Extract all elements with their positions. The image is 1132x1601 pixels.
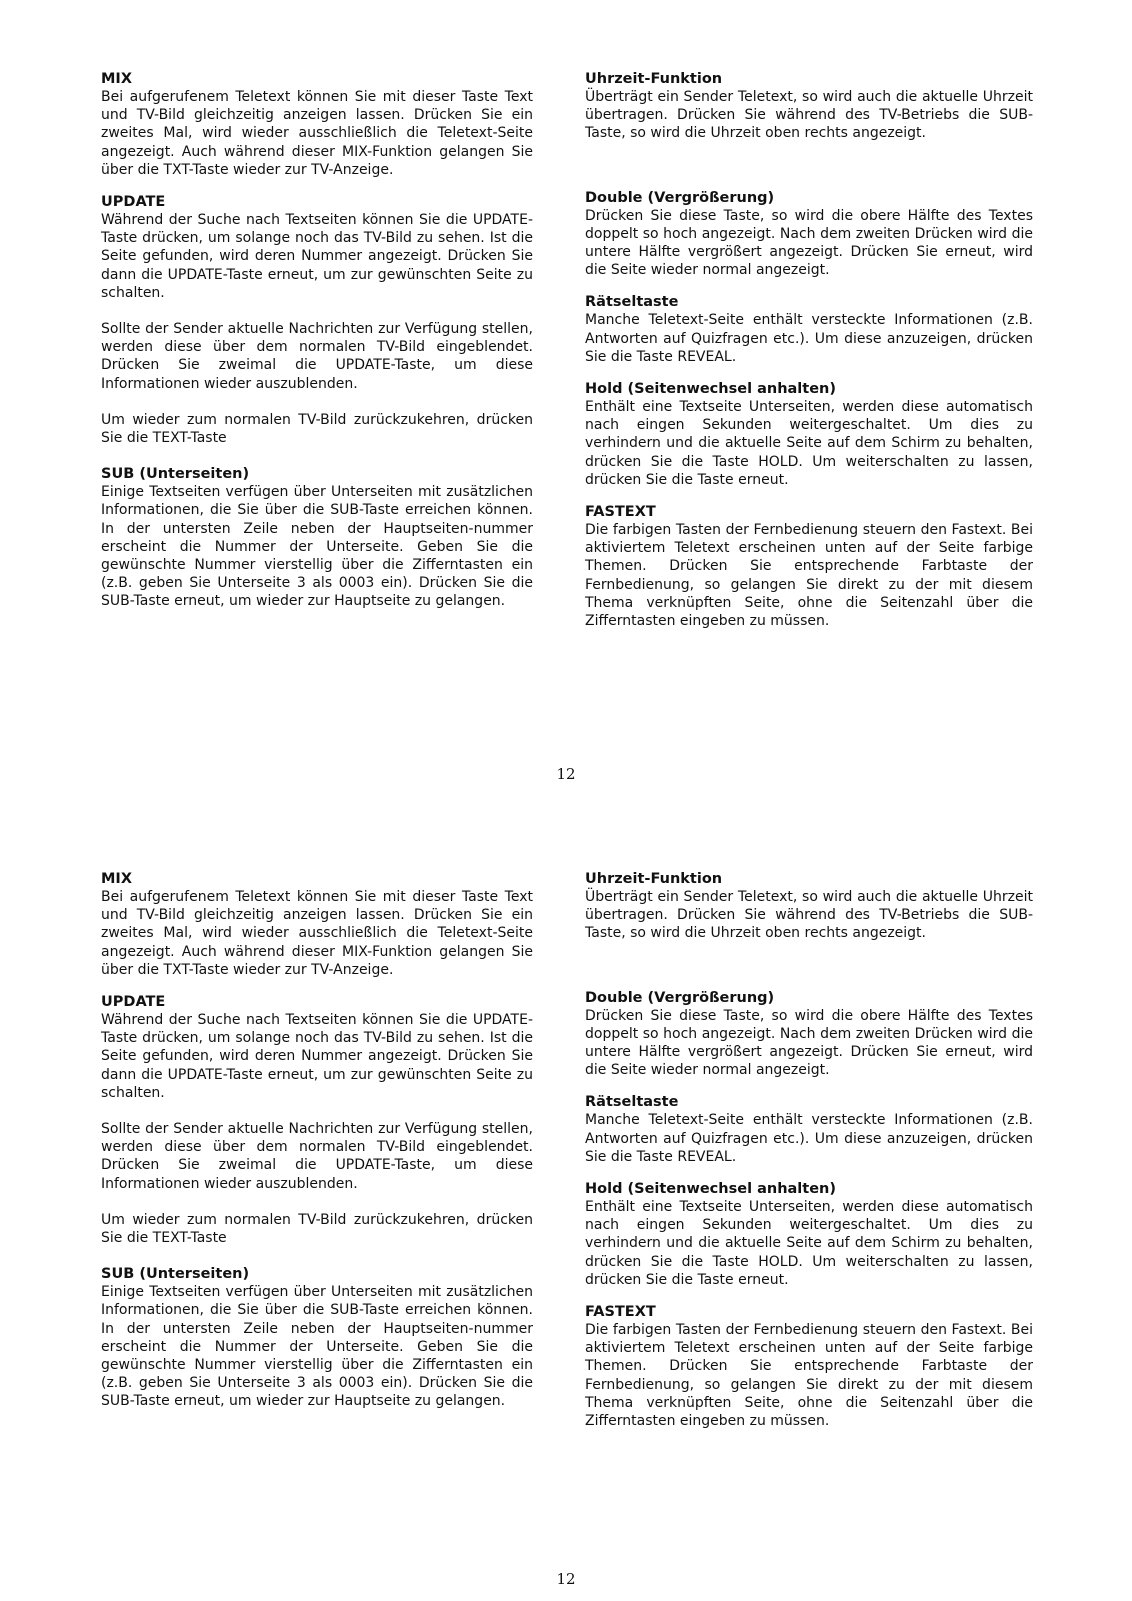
text-update-2: Sollte der Sender aktuelle Nachrichten zur Verfügung stellen, werden diese über dem normalen TV-Bild eingeblendet. Drücken Sie zweimal die UPDATE-Taste, um diese Informationen wieder auszublenden. (101, 321, 533, 392)
text-update-2: Sollte der Sender aktuelle Nachrichten zur Verfügung stellen, werden diese über dem normalen TV-Bild eingeblendet. Drücken Sie zweimal die UPDATE-Taste, um diese Informationen wieder auszublenden. (101, 1121, 533, 1192)
heading-double: Double (Vergrößerung) (585, 189, 775, 206)
section-sub (101, 465, 533, 610)
section-clock (585, 870, 1033, 943)
page-number: 12 (556, 765, 576, 783)
section-double (585, 989, 1033, 1080)
section-mix (101, 70, 533, 179)
text-update-1: Während der Suche nach Textseiten können Sie die UPDATE-Taste drücken, um solange noch das TV-Bild zu sehen. Ist die Seite gefunden, wird deren Nummer angezeigt. Drücken Sie dann die UPDATE-Taste erneut, um zur gewünschten Seite zu schalten. (101, 212, 533, 301)
left-column (101, 70, 533, 611)
heading-hold: Hold (Seitenwechsel anhalten) (585, 381, 836, 398)
text-double: Drücken Sie diese Taste, so wird die obere Hälfte des Textes doppelt so hoch angezeigt. Nach dem zweiten Drücken wird die untere Hälfte vergrößert angezeigt. Drücken Sie erneut, wird die Seite wieder normal angezeigt. (585, 1007, 1033, 1079)
heading-fastext: FASTEXT (585, 504, 656, 521)
heading-mix: MIX (101, 871, 133, 887)
text-update-3: Um wieder zum normalen TV-Bild zurückzukehren, drücken Sie die TEXT-Taste (101, 1211, 533, 1247)
text-fastext: Die farbigen Tasten der Fernbedienung steuern den Fastext. Bei aktiviertem Teletext erscheinen unten auf der Seite farbige Themen. Drücken Sie entsprechende Farbtaste der Fernbedienung, so gelangen Sie direkt zu der mit diesem Thema verknüpften Seite, ohne die Seitenzahl über die Zifferntasten eingeben zu müssen. (585, 522, 1033, 630)
heading-sub: SUB (Unterseiten) (101, 466, 250, 483)
text-sub: Einige Textseiten verfügen über Unterseiten mit zusätzlichen Informationen, die Sie über die SUB-Taste erreichen können. In der untersten Zeile neben der Hauptseiten-nummer erscheint die Nummer der Unterseite. Geben Sie die gewünschte Nummer vierstellig über die Zifferntasten ein (z.B. geben Sie Unterseite 3 als 0003 ein). Drücken Sie die SUB-Taste erneut, um wieder zur Hauptseite zu gelangen. (101, 1284, 533, 1410)
section-fastext (585, 503, 1033, 630)
heading-clock: Uhrzeit-Funktion (585, 71, 723, 87)
text-sub: Einige Textseiten verfügen über Unterseiten mit zusätzlichen Informationen, die Sie über die SUB-Taste erreichen können. In der untersten Zeile neben der Hauptseiten-nummer erscheint die Nummer der Unterseite. Geben Sie die gewünschte Nummer vierstellig über die Zifferntasten ein (z.B. geben Sie Unterseite 3 als 0003 ein). Drücken Sie die SUB-Taste erneut, um wieder zur Hauptseite zu gelangen. (101, 484, 533, 610)
text-mix: Bei aufgerufenem Teletext können Sie mit dieser Taste Text und TV-Bild gleichzeitig anzeigen lassen. Drücken Sie ein zweites Mal, wird wieder ausschließlich die Teletext-Seite angezeigt. Auch während dieser MIX-Funktion gelangen Sie über die TXT-Taste wieder zur TV-Anzeige. (101, 889, 533, 978)
manual-page-1 (0, 0, 1132, 800)
right-column (585, 70, 1033, 630)
section-double (585, 189, 1033, 280)
text-reveal: Manche Teletext-Seite enthält versteckte Informationen (z.B. Antworten auf Quizfragen etc.). Um diese anzuzeigen, drücken Sie die Taste REVEAL. (585, 1112, 1033, 1165)
text-mix: Bei aufgerufenem Teletext können Sie mit dieser Taste Text und TV-Bild gleichzeitig anzeigen lassen. Drücken Sie ein zweites Mal, wird wieder ausschließlich die Teletext-Seite angezeigt. Auch während dieser MIX-Funktion gelangen Sie über die TXT-Taste wieder zur TV-Anzeige. (101, 89, 533, 178)
section-hold (585, 1180, 1033, 1289)
section-hold (585, 380, 1033, 489)
left-column (101, 870, 533, 1411)
text-clock: Überträgt ein Sender Teletext, so wird auch die aktuelle Uhrzeit übertragen. Drücken Sie während des TV-Betriebs die SUB-Taste, so wird die Uhrzeit oben rechts angezeigt. (585, 89, 1033, 142)
section-update (101, 193, 533, 447)
section-update (101, 993, 533, 1247)
text-reveal: Manche Teletext-Seite enthält versteckte Informationen (z.B. Antworten auf Quizfragen etc.). Um diese anzuzeigen, drücken Sie die Taste REVEAL. (585, 312, 1033, 365)
section-sub (101, 1265, 533, 1410)
heading-fastext: FASTEXT (585, 1304, 656, 1321)
section-fastext (585, 1303, 1033, 1430)
heading-reveal: Rätseltaste (585, 1094, 679, 1111)
heading-update: UPDATE (101, 994, 166, 1011)
heading-clock: Uhrzeit-Funktion (585, 871, 723, 887)
text-hold: Enthält eine Textseite Unterseiten, werden diese automatisch nach eingen Sekunden weitergeschaltet. Um dies zu verhindern und die aktuelle Seite auf dem Schirm zu behalten, drücken Sie die Taste HOLD. Um weiterschalten zu lassen, drücken Sie die Taste erneut. (585, 1199, 1033, 1288)
text-fastext: Die farbigen Tasten der Fernbedienung steuern den Fastext. Bei aktiviertem Teletext erscheinen unten auf der Seite farbige Themen. Drücken Sie entsprechende Farbtaste der Fernbedienung, so gelangen Sie direkt zu der mit diesem Thema verknüpften Seite, ohne die Seitenzahl über die Zifferntasten eingeben zu müssen. (585, 1322, 1033, 1430)
right-column (585, 870, 1033, 1430)
section-clock (585, 70, 1033, 143)
text-clock: Überträgt ein Sender Teletext, so wird auch die aktuelle Uhrzeit übertragen. Drücken Sie während des TV-Betriebs die SUB-Taste, so wird die Uhrzeit oben rechts angezeigt. (585, 889, 1033, 942)
text-hold: Enthält eine Textseite Unterseiten, werden diese automatisch nach eingen Sekunden weitergeschaltet. Um dies zu verhindern und die aktuelle Seite auf dem Schirm zu behalten, drücken Sie die Taste HOLD. Um weiterschalten zu lassen, drücken Sie die Taste erneut. (585, 399, 1033, 488)
heading-double: Double (Vergrößerung) (585, 989, 775, 1006)
manual-page-2 (0, 800, 1132, 1600)
heading-update: UPDATE (101, 194, 166, 211)
section-reveal (585, 1093, 1033, 1166)
heading-reveal: Rätseltaste (585, 294, 679, 311)
section-mix (101, 870, 533, 979)
text-double: Drücken Sie diese Taste, so wird die obere Hälfte des Textes doppelt so hoch angezeigt. Nach dem zweiten Drücken wird die untere Hälfte vergrößert angezeigt. Drücken Sie erneut, wird die Seite wieder normal angezeigt. (585, 207, 1033, 279)
page-number: 12 (556, 1570, 576, 1588)
heading-sub: SUB (Unterseiten) (101, 1266, 250, 1283)
text-update-1: Während der Suche nach Textseiten können Sie die UPDATE-Taste drücken, um solange noch das TV-Bild zu sehen. Ist die Seite gefunden, wird deren Nummer angezeigt. Drücken Sie dann die UPDATE-Taste erneut, um zur gewünschten Seite zu schalten. (101, 1012, 533, 1101)
section-reveal (585, 293, 1033, 366)
heading-mix: MIX (101, 71, 133, 87)
text-update-3: Um wieder zum normalen TV-Bild zurückzukehren, drücken Sie die TEXT-Taste (101, 411, 533, 447)
heading-hold: Hold (Seitenwechsel anhalten) (585, 1181, 836, 1198)
